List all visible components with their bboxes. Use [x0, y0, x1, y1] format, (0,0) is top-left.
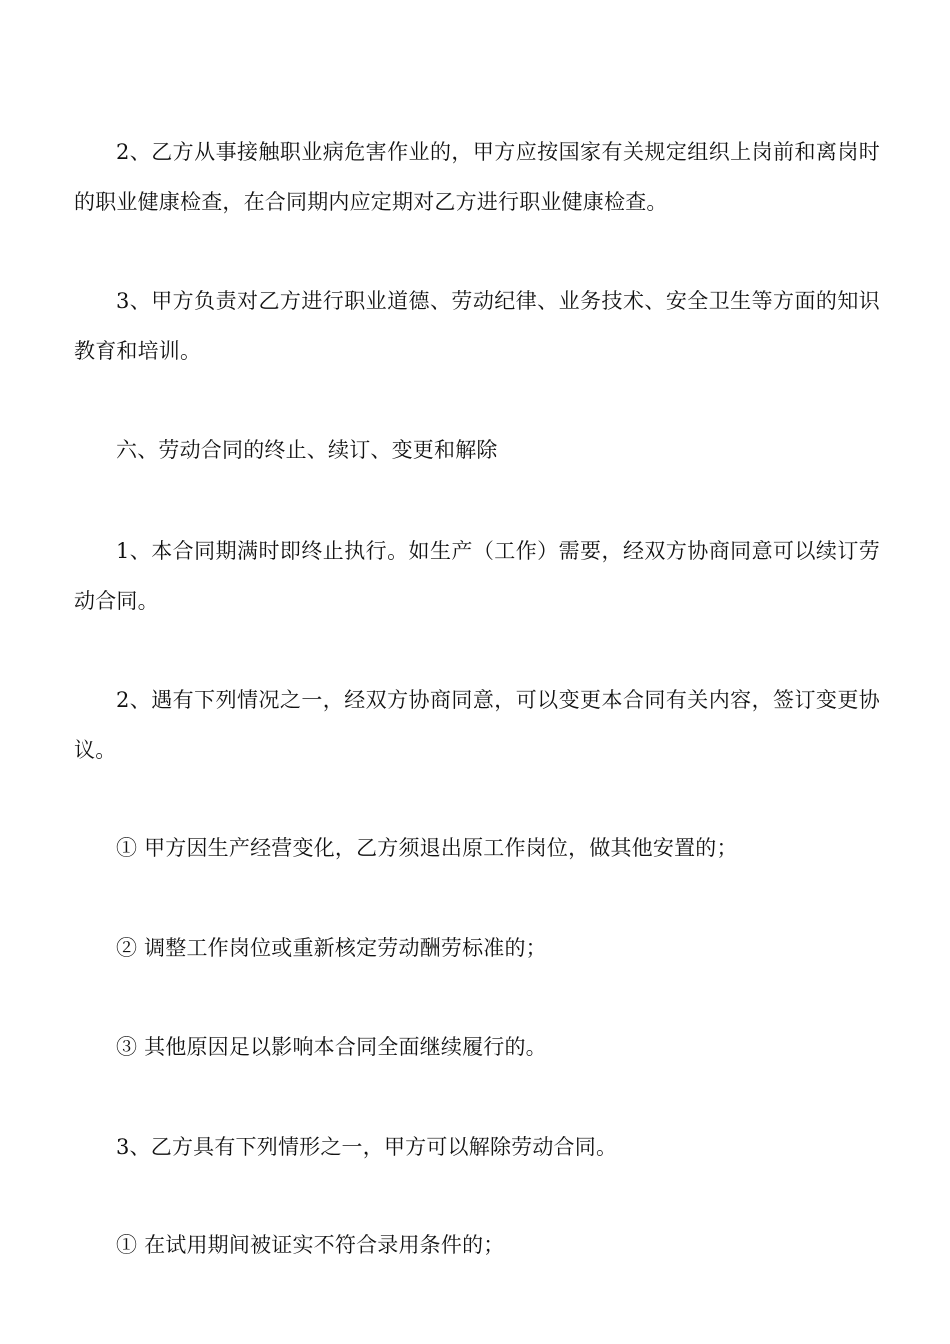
paragraph-renewal: 1、本合同期满时即终止执行。如生产（工作）需要，经双方协商同意可以续订劳动合同。 — [74, 539, 880, 613]
paragraph-dismissal-conditions: 3、乙方具有下列情形之一，甲方可以解除劳动合同。 — [116, 1135, 618, 1159]
list-item-production-change: ① 甲方因生产经营变化，乙方须退出原工作岗位，做其他安置的； — [116, 836, 738, 860]
list-item-position-adjustment: ② 调整工作岗位或重新核定劳动酬劳标准的； — [116, 936, 547, 960]
list-item-probation: ① 在试用期间被证实不符合录用条件的； — [116, 1233, 505, 1257]
paragraph-modification: 2、遇有下列情况之一，经双方协商同意，可以变更本合同有关内容，签订变更协议。 — [74, 688, 880, 762]
list-item-other-reasons: ③ 其他原因足以影响本合同全面继续履行的。 — [116, 1035, 547, 1059]
paragraph-health-check: 2、乙方从事接触职业病危害作业的，甲方应按国家有关规定组织上岗前和离岗时的职业健康检查，在合同期内应定期对乙方进行职业健康检查。 — [74, 140, 880, 214]
paragraph-training: 3、甲方负责对乙方进行职业道德、劳动纪律、业务技术、安全卫生等方面的知识教育和培训。 — [74, 289, 880, 363]
section-heading-termination: 六、劳动合同的终止、续订、变更和解除 — [116, 438, 498, 462]
